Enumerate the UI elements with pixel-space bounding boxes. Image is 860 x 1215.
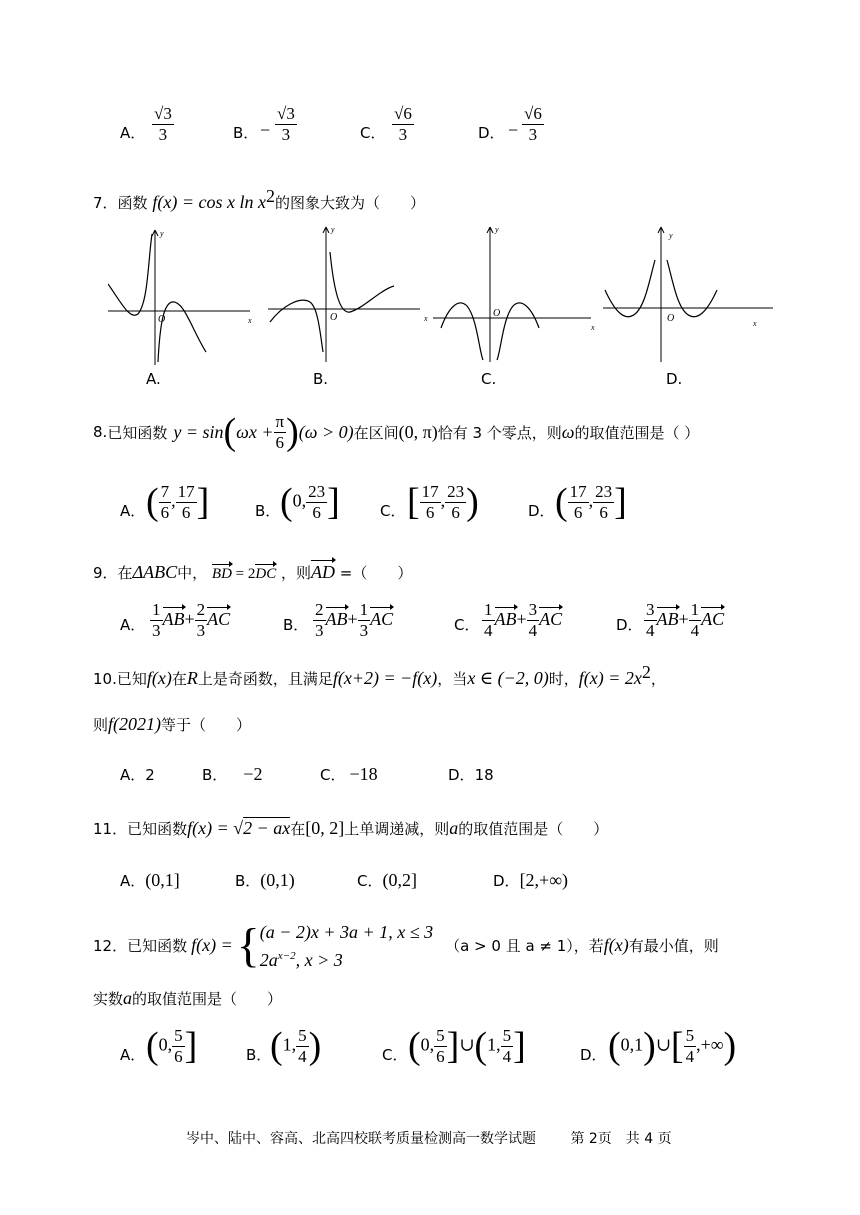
footer-school: 岑中、陆中、容高、北高四校联考质量检测高一数学试题	[186, 1131, 536, 1147]
q6-option-b-label: B．	[233, 124, 259, 142]
q6-option-d-sign: −	[508, 120, 519, 140]
q10-option-a: A．2	[120, 766, 155, 784]
q6-option-a-frac: $\frac{√3}{3}$	[154, 104, 172, 144]
q12-stem-line2: 实数a的取值范围是（ ）	[93, 988, 283, 1008]
q8-option-c: C．	[380, 502, 406, 520]
q7-b-origin: O	[330, 312, 338, 323]
q7-stem: 7．函数 f(x) = cos x $\ln x^2$的图象大致为（ ）	[93, 186, 425, 212]
q7-graph-c-label: C.	[481, 370, 497, 388]
q12-option-d: D．	[580, 1046, 607, 1064]
q7-graph-c	[433, 222, 598, 367]
q10-stem: 10.已知f(x)在R上是奇函数，且满足f(x+2) = −f(x)，当x ∈ (−2, 0)时，$f(x) = 2x^2$，	[93, 662, 666, 688]
q6-option-d-label: D．	[478, 124, 505, 142]
q7-c-y-label: y	[495, 225, 499, 234]
page-footer	[186, 1128, 672, 1148]
q7-graph-b-label: B.	[313, 370, 329, 388]
q10-option-c: C． −18	[320, 764, 378, 784]
q7-graph-a-label: A.	[146, 370, 161, 388]
q7-d-y-label: y	[669, 231, 673, 240]
q9-option-c: C．	[454, 616, 480, 634]
q8-option-d: D．	[528, 502, 555, 520]
q8-stem: 8. 已知函数 y = sin ( ωx + $\frac{\pi}{6}$ ) (ω > 0) 在区间 (0, π) 恰有 3 个零点，则 ω 的取值范围是（ ）	[93, 411, 700, 453]
q7-b-y-label: y	[331, 225, 335, 234]
q8-options: A． ( $\frac{7}{6}$ , $\frac{17}{6}$ ] B． (0, $\frac{23}{6}$ ] C． [ $\frac{17}{6}$ , $\frac{23}{6}$ ) D． ( $\frac{17}{6}$ , $\frac{23}{6}$ ]	[120, 481, 627, 523]
q11-options	[120, 870, 600, 898]
q8-pi-over-6: $\frac{\pi}{6}$	[275, 411, 285, 452]
q9-option-b: B．	[283, 616, 309, 634]
q7-graph-d-label: D.	[666, 370, 683, 388]
q8-option-b: B．	[255, 502, 281, 520]
q7-d-origin: O	[667, 313, 675, 324]
q10-stem-line2: 则f(2021)等于（ ）	[93, 714, 252, 734]
q7-c-x-label: x	[591, 323, 595, 332]
q7-a-x-label: x	[248, 316, 252, 325]
q6-option-d-frac: $\frac{√6}{3}$	[524, 104, 542, 144]
q6-option-c-frac: $\frac{√6}{3}$	[394, 104, 412, 144]
q7-a-origin: O	[158, 314, 166, 325]
q8-option-a: A．	[120, 502, 146, 520]
q11-option-c: C．(0,2]	[357, 870, 417, 890]
q12-option-b: B．	[246, 1046, 272, 1064]
q7-graph-d	[603, 222, 778, 367]
q11-option-d: D．[2,+∞)	[493, 870, 569, 890]
q9-options: A． $\frac{1}{3}$ AB+ $\frac{2}{3}$ AC B． $\frac{2}{3}$ AB+ $\frac{1}{3}$ AC C． $\frac{1}{4}$ AB+ $\frac{3}{4}$ AC D． $\frac{3}{4}$ AB+ $\frac{1}{4}$ AC	[120, 600, 725, 640]
q10-option-d: D．18	[448, 766, 494, 784]
footer-page: 第 2页 共 4 页	[570, 1131, 672, 1147]
q10-options	[120, 764, 540, 792]
q12-option-c: C．	[382, 1046, 408, 1064]
q6-option-b-sign: −	[260, 120, 271, 140]
q6-option-b-frac: $\frac{√3}{3}$	[277, 104, 295, 144]
q9-option-a: A．	[120, 616, 146, 634]
q7-c-origin: O	[493, 308, 501, 319]
q12-stem: 12． 已知函数 f(x) = { (a − 2)x + 3a + 1, x ≤ 3 $2a^{x-2}$, x > 3 （a > 0 且 a ≠ 1），若 f(x) 有最小值，则	[93, 919, 719, 972]
q7-b-x-label: x	[424, 314, 428, 323]
q6-options	[120, 104, 620, 164]
q12-options: A． (0, $\frac{5}{6}$ ] B． (1, $\frac{5}{4}$ ) C． (0, $\frac{5}{6}$ ]∪(1, $\frac{5}{4}$ ] D． (0,1)∪[ $\frac{5}{4}$ ,+∞)	[120, 1025, 737, 1067]
q11-option-b: B．(0,1)	[235, 870, 295, 890]
q9-option-d: D．	[616, 616, 643, 634]
q7-d-x-label: x	[753, 319, 757, 328]
q10-option-b: B． −2	[202, 764, 263, 784]
q11-stem: 11．已知函数f(x) = √2 − ax在[0, 2]上单调递减，则a的取值范围是（ ）	[93, 818, 609, 838]
q12-option-a: A．	[120, 1046, 146, 1064]
q9-stem: 9．在ΔABC中， BD = 2DC ，则AD =（ ）	[93, 562, 413, 582]
q7-graph-a	[108, 222, 258, 367]
q7-graph-b	[268, 222, 433, 367]
q6-option-c-label: C．	[360, 124, 386, 142]
q6-option-a-label: A．	[120, 124, 146, 142]
q11-option-a: A．(0,1]	[120, 870, 180, 890]
q7-a-y-label: y	[160, 229, 164, 238]
